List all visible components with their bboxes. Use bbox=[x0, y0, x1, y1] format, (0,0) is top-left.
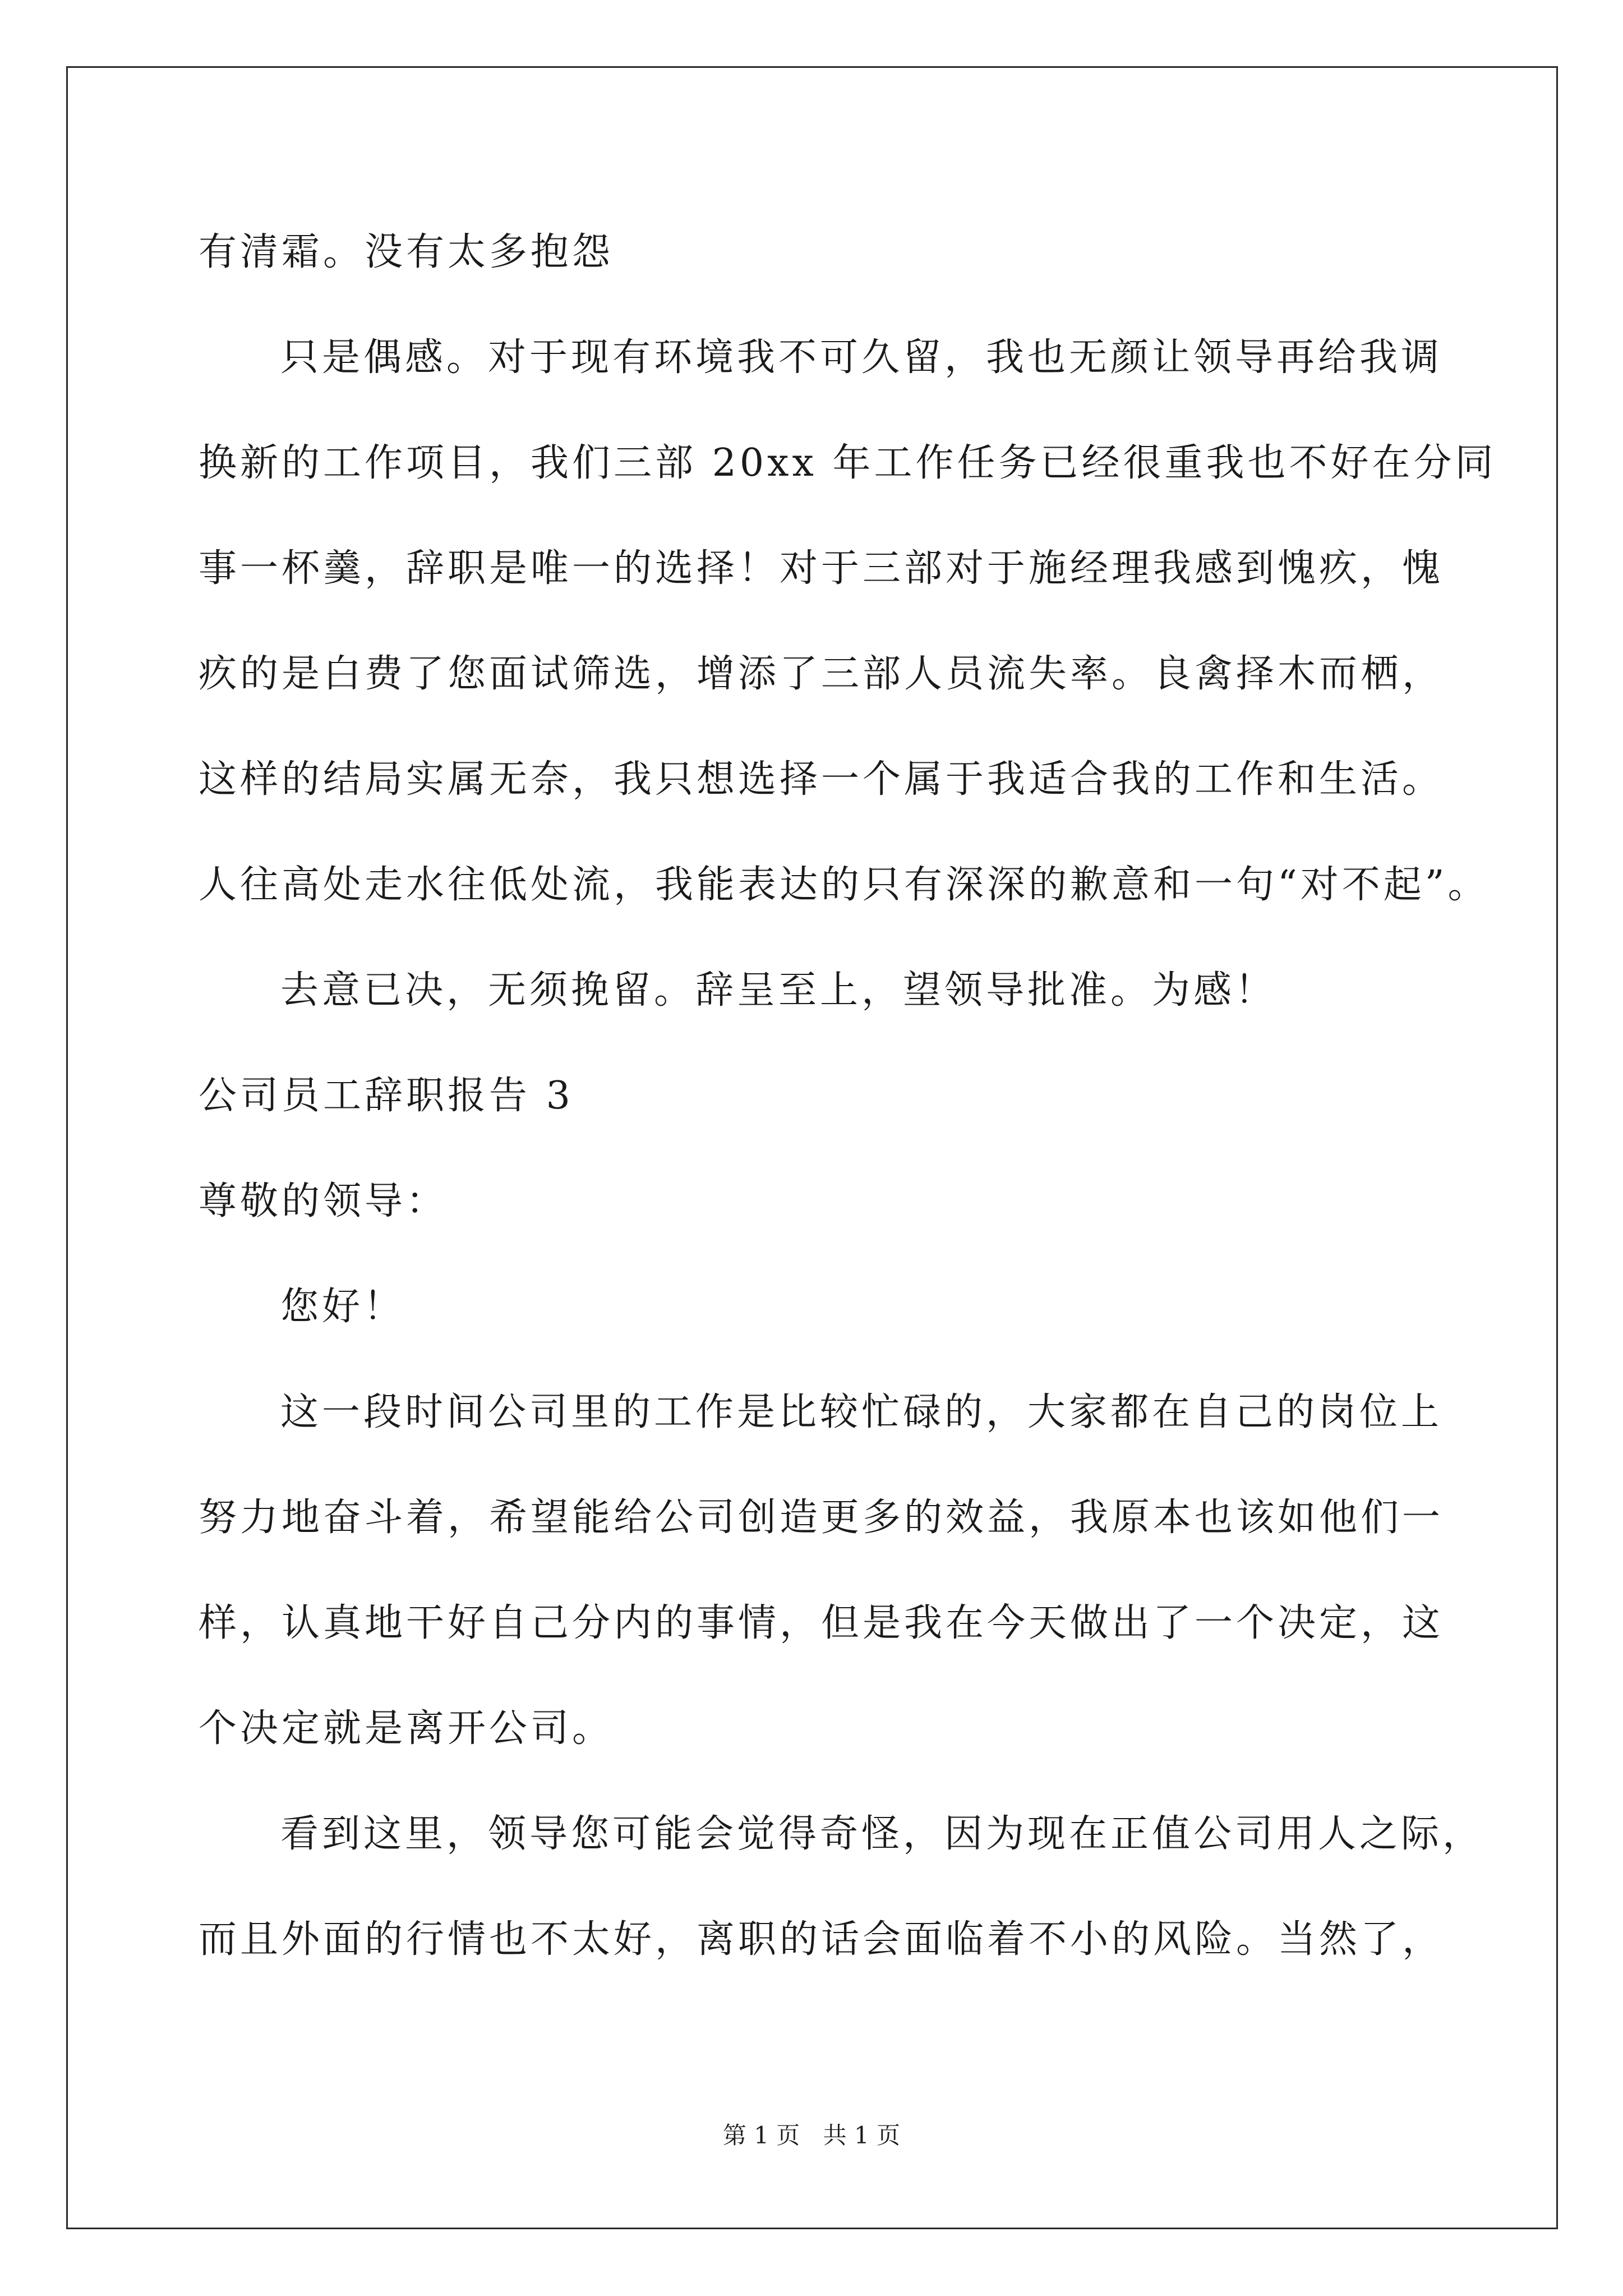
greeting: 您好！ bbox=[280, 1285, 405, 1329]
paragraph-line: 看到这里，领导您可能会觉得奇怪，因为现在正值公司用人之际， bbox=[280, 1812, 1484, 1856]
paragraph-line: 只是偶感。对于现有环境我不可久留，我也无颜让领导再给我调 bbox=[280, 335, 1443, 380]
section-heading: 公司员工辞职报告 3 bbox=[199, 1074, 574, 1118]
paragraph-line: 而且外面的行情也不太好，离职的话会面临着不小的风险。当然了， bbox=[199, 1917, 1444, 1962]
paragraph-line: 努力地奋斗着，希望能给公司创造更多的效益，我原本也该如他们一 bbox=[199, 1496, 1444, 1540]
paragraph-line: 个决定就是离开公司。 bbox=[199, 1706, 614, 1751]
page-border bbox=[66, 66, 1558, 2229]
page-number: 第 1 页 bbox=[722, 2122, 800, 2149]
paragraph-line: 疚的是白费了您面试筛选，增添了三部人员流失率。良禽择木而栖， bbox=[199, 652, 1444, 696]
paragraph-line: 有清霜。没有太多抱怨 bbox=[199, 230, 614, 274]
paragraph-line: 换新的工作项目，我们三部 20xx 年工作任务已经很重我也不好在分同 bbox=[199, 441, 1497, 485]
paragraph-line: 这一段时间公司里的工作是比较忙碌的，大家都在自己的岗位上 bbox=[280, 1390, 1443, 1434]
paragraph-line: 样，认真地干好自己分内的事情，但是我在今天做出了一个决定，这 bbox=[199, 1601, 1444, 1645]
paragraph-line: 这样的结局实属无奈，我只想选择一个属于我适合我的工作和生活。 bbox=[199, 757, 1444, 802]
paragraph-line: 去意已决，无须挽留。辞呈至上，望领导批准。为感！ bbox=[280, 968, 1277, 1013]
page-total: 共 1 页 bbox=[823, 2122, 901, 2149]
salutation: 尊敬的领导： bbox=[199, 1179, 448, 1223]
paragraph-line: 人往高处走水往低处流，我能表达的只有深深的歉意和一句“对不起”。 bbox=[199, 863, 1490, 907]
page-footer bbox=[0, 2122, 1623, 2150]
paragraph-line: 事一杯羹，辞职是唯一的选择！对于三部对于施经理我感到愧疚，愧 bbox=[199, 546, 1444, 591]
